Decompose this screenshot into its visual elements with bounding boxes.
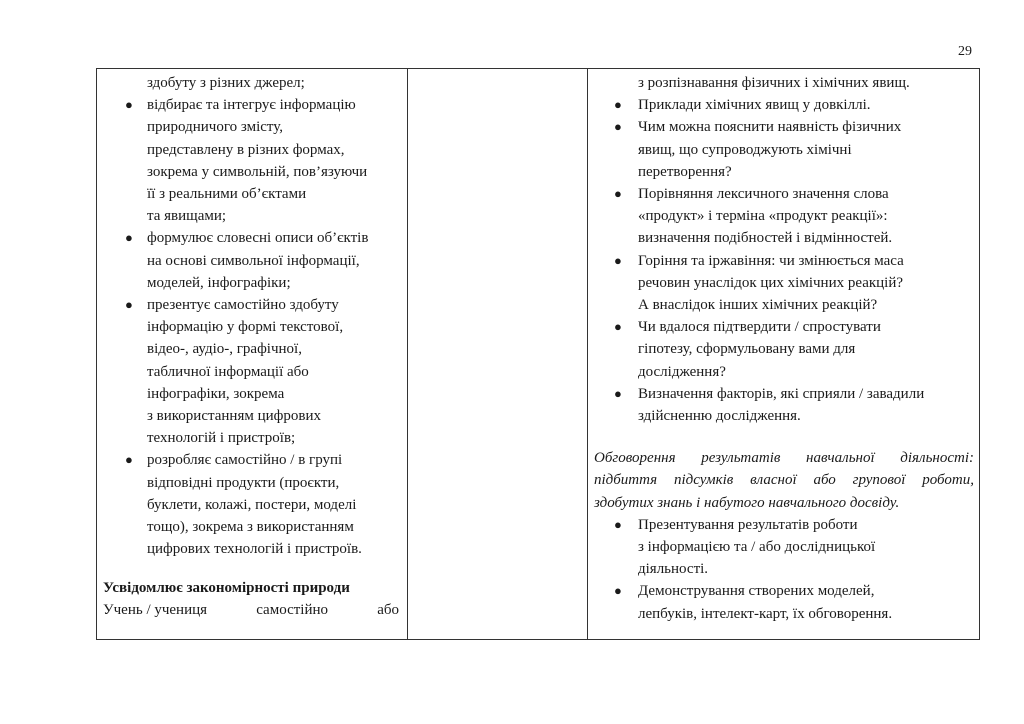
- bullet-item-line: відео-, аудіо-, графічної,: [147, 341, 302, 358]
- bullet-item-line: буклети, колажі, постери, моделі: [147, 496, 357, 513]
- document-table: [96, 68, 980, 640]
- bullet-item-line: з інформацією та / або дослідницької: [638, 538, 876, 555]
- bullet-icon: ●: [125, 230, 133, 246]
- bullet-icon: ●: [614, 583, 622, 599]
- bullet-item-line: Визначення факторів, які сприяли / завадили: [638, 385, 925, 402]
- word: підсумків: [673, 472, 734, 489]
- word: діяльності:: [900, 450, 974, 467]
- bullet-item-line: лепбуків, інтелект-карт, їх обговорення.: [638, 605, 893, 622]
- word: власної: [750, 472, 797, 489]
- bullet-item-line: табличної інформації або: [147, 363, 309, 380]
- bullet-item-line: та явищами;: [147, 208, 227, 225]
- bullet-item-line: її з реальними об’єктами: [147, 186, 307, 202]
- discussion-heading-line: [594, 469, 974, 491]
- word: самостійно: [256, 602, 329, 619]
- word: або: [377, 602, 399, 619]
- word: роботи,: [922, 472, 974, 489]
- bullet-item-line: Приклади хімічних явищ у довкіллі.: [638, 97, 871, 114]
- bullet-item-line: дослідження?: [638, 363, 726, 380]
- bullet-item-line: представлену в різних формах,: [147, 141, 345, 158]
- left-column: [97, 69, 408, 639]
- bullet-item-line: відповідні продукти (проєкти,: [147, 474, 340, 491]
- bullet-item-line: природничого змісту,: [147, 119, 284, 136]
- bullet-icon: ●: [614, 385, 622, 401]
- word: навчальної: [806, 450, 875, 467]
- bullet-continuation-text: здобуту з різних джерел;: [147, 75, 305, 91]
- word: підбиття: [594, 472, 658, 489]
- middle-column: [408, 69, 588, 639]
- bullet-item-line: визначення подібностей і відмінностей.: [638, 230, 893, 247]
- bullet-item-line: Порівняння лексичного значення слова: [638, 186, 889, 202]
- bullet-item-line: моделей, інфографіки;: [147, 274, 291, 291]
- bullet-item-line: перетворення?: [638, 163, 732, 180]
- word: групової: [852, 472, 906, 489]
- bullet-icon: ●: [614, 97, 622, 113]
- word: або: [813, 472, 836, 489]
- section-heading: Усвідомлює закономірності природи: [103, 580, 350, 597]
- right-column: [588, 69, 979, 639]
- word: здобутих знань і набутого навчального досвіду.: [594, 494, 900, 511]
- bullet-item-line: здійсненню дослідження.: [638, 408, 801, 424]
- bullet-item-line: формулює словесні описи об’єктів: [147, 230, 369, 247]
- justified-text-line: [103, 599, 399, 621]
- bullet-item-line: гіпотезу, сформульовану вами для: [638, 341, 856, 358]
- bullet-item-line: з використанням цифрових: [147, 408, 321, 424]
- bullet-item-line: Горіння та іржавіння: чи змінюється маса: [638, 252, 904, 269]
- bullet-item-line: Чи вдалося підтвердити / спростувати: [638, 319, 881, 336]
- bullet-item-line: Презентування результатів роботи: [638, 516, 858, 533]
- word: результатів: [701, 450, 781, 467]
- bullet-item-line: речовин унаслідок цих хімічних реакцій?: [638, 274, 904, 291]
- bullet-icon: ●: [614, 319, 622, 335]
- word: Учень / учениця: [103, 602, 208, 619]
- bullet-item-line: інфографіки, зокрема: [147, 385, 285, 402]
- bullet-item-line: на основі символьної інформації,: [147, 252, 360, 269]
- bullet-item-line: діяльності.: [638, 561, 709, 578]
- page-number: 29: [958, 44, 972, 59]
- word: Обговорення: [594, 450, 676, 467]
- bullet-item-line: зокрема у символьній, пов’язуючи: [147, 163, 368, 180]
- bullet-item-line: явищ, що супроводжують хімічні: [638, 141, 852, 158]
- bullet-continuation-text: з розпізнавання фізичних і хімічних явищ.: [638, 75, 910, 91]
- bullet-item-line: цифрових технологій і пристроїв.: [147, 541, 362, 558]
- bullet-item-line: «продукт» і терміна «продукт реакції»:: [638, 208, 888, 225]
- discussion-heading-line: [594, 447, 974, 469]
- bullet-item-line: інформацію у формі текстової,: [147, 319, 344, 336]
- bullet-icon: ●: [125, 97, 133, 113]
- discussion-heading-line: [594, 492, 899, 514]
- bullet-item-line: відбирає та інтегрує інформацію: [147, 97, 356, 114]
- bullet-item-line: розробляє самостійно / в групі: [147, 452, 343, 469]
- bullet-item-line: Чим можна пояснити наявність фізичних: [638, 119, 902, 136]
- bullet-item-line: Демонстрування створених моделей,: [638, 583, 875, 600]
- bullet-icon: ●: [614, 119, 622, 135]
- bullet-icon: ●: [614, 516, 622, 532]
- bullet-item-line: презентує самостійно здобуту: [147, 297, 339, 313]
- bullet-item-line: А внаслідок інших хімічних реакцій?: [638, 297, 878, 313]
- bullet-icon: ●: [614, 186, 622, 201]
- bullet-icon: ●: [125, 452, 133, 468]
- bullet-icon: ●: [614, 252, 622, 268]
- bullet-item-line: тощо), зокрема з використанням: [147, 519, 354, 535]
- bullet-icon: ●: [125, 297, 133, 312]
- bullet-item-line: технологій і пристроїв;: [147, 430, 296, 447]
